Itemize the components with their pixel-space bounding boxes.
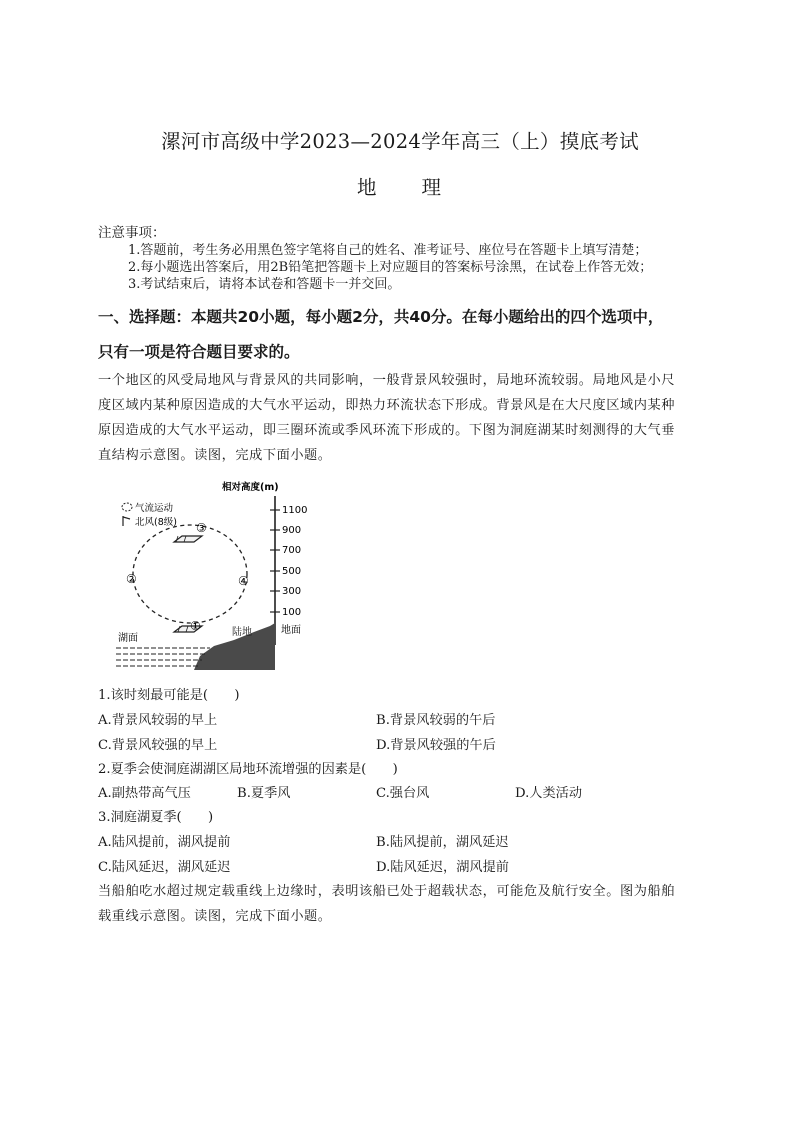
- legend-wind-icon-barb: [123, 517, 130, 519]
- wind-platform-upper: [174, 536, 202, 542]
- passage1-line: 直结构示意图。读图，完成下面小题。: [98, 448, 332, 463]
- notice-heading: 注意事项：: [98, 225, 166, 241]
- marker-2: ②: [126, 572, 137, 586]
- tick-label: 500: [282, 566, 302, 577]
- question-2-option-b[interactable]: B.夏季风: [237, 786, 291, 801]
- atmosphere-vertical-structure-figure: [110, 478, 320, 673]
- passage1-line: 原因造成的大气水平运动，即三圈环流或季风环流下形成的。下图为洞庭湖某时刻测得的大气垂: [98, 423, 675, 438]
- notice-item: 2.每小题选出答案后，用2B铅笔把答题卡上对应题目的答案标号涂黑，在试卷上作答无效；: [128, 260, 653, 275]
- question-1-option-a[interactable]: A.背景风较弱的早上: [98, 713, 218, 728]
- notice-item: 1.答题前，考生务必用黑色签字笔将自己的姓名、准考证号、座位号在答题卡上填写清楚；: [128, 243, 648, 258]
- tick-label: 100: [282, 607, 302, 618]
- passage1-line: 度区域内某种原因造成的大气水平运动，即热力环流状态下形成。背景风是在大尺度区域内某种: [98, 398, 675, 413]
- legend-wind: 北风(8级): [135, 517, 177, 528]
- marker-4: ④: [238, 574, 249, 588]
- question-3-option-d[interactable]: D.陆风延迟，湖风提前: [376, 860, 509, 875]
- question-2-option-d[interactable]: D.人类活动: [515, 786, 583, 801]
- question-1-option-c[interactable]: C.背景风较强的早上: [98, 738, 218, 753]
- legend-airflow: 气流运动: [135, 503, 174, 514]
- notice-item: 3.考试结束后，请将本试卷和答题卡一并交回。: [128, 277, 401, 292]
- tick-label: 700: [282, 545, 302, 556]
- question-2-option-a[interactable]: A.副热带高气压: [98, 786, 191, 801]
- question-2-option-c[interactable]: C.强台风: [376, 786, 430, 801]
- question-1-option-b[interactable]: B.背景风较弱的午后: [376, 713, 496, 728]
- section-heading-line1: 一、选择题：本题共20小题，每小题2分，共40分。在每小题给出的四个选项中，: [98, 308, 664, 326]
- passage2-line: 载重线示意图。读图，完成下面小题。: [98, 909, 332, 924]
- lake-label: 湖面: [118, 633, 138, 644]
- exam-title: 漯河市高级中学2023—2024学年高三（上）摸底考试: [161, 130, 639, 153]
- question-3-option-b[interactable]: B.陆风提前，湖风延迟: [376, 835, 509, 850]
- ground-label: 地面: [281, 625, 301, 636]
- tick-label: 1100: [282, 505, 308, 516]
- question-3-option-c[interactable]: C.陆风延迟，湖风延迟: [98, 860, 231, 875]
- marker-1: ①: [190, 619, 201, 633]
- tick-label: 300: [282, 586, 302, 597]
- exam-subject: 地 理: [356, 176, 443, 199]
- axis-title: 相对高度(m): [222, 482, 279, 493]
- question-3-stem: 3.洞庭湖夏季( ): [98, 810, 214, 825]
- question-1-stem: 1.该时刻最可能是( ): [98, 688, 240, 703]
- question-2-stem: 2.夏季会使洞庭湖湖区局地环流增强的因素是( ): [98, 762, 398, 777]
- marker-3: ③: [196, 521, 207, 535]
- tick-label: 900: [282, 525, 302, 536]
- passage1-line: 一个地区的风受局地风与背景风的共同影响，一般背景风较强时，局地环流较弱。局地风是小尺: [98, 373, 675, 388]
- land-label: 陆地: [232, 627, 252, 638]
- question-3-option-a[interactable]: A.陆风提前，湖风提前: [98, 835, 231, 850]
- passage2-line: 当船舶吃水超过规定载重线上边缘时，表明该船已处于超载状态，可能危及航行安全。图为船舶: [98, 884, 675, 899]
- section-heading-line2: 只有一项是符合题目要求的。: [98, 343, 300, 361]
- question-1-option-d[interactable]: D.背景风较强的午后: [376, 738, 496, 753]
- legend-airflow-icon: [122, 503, 132, 511]
